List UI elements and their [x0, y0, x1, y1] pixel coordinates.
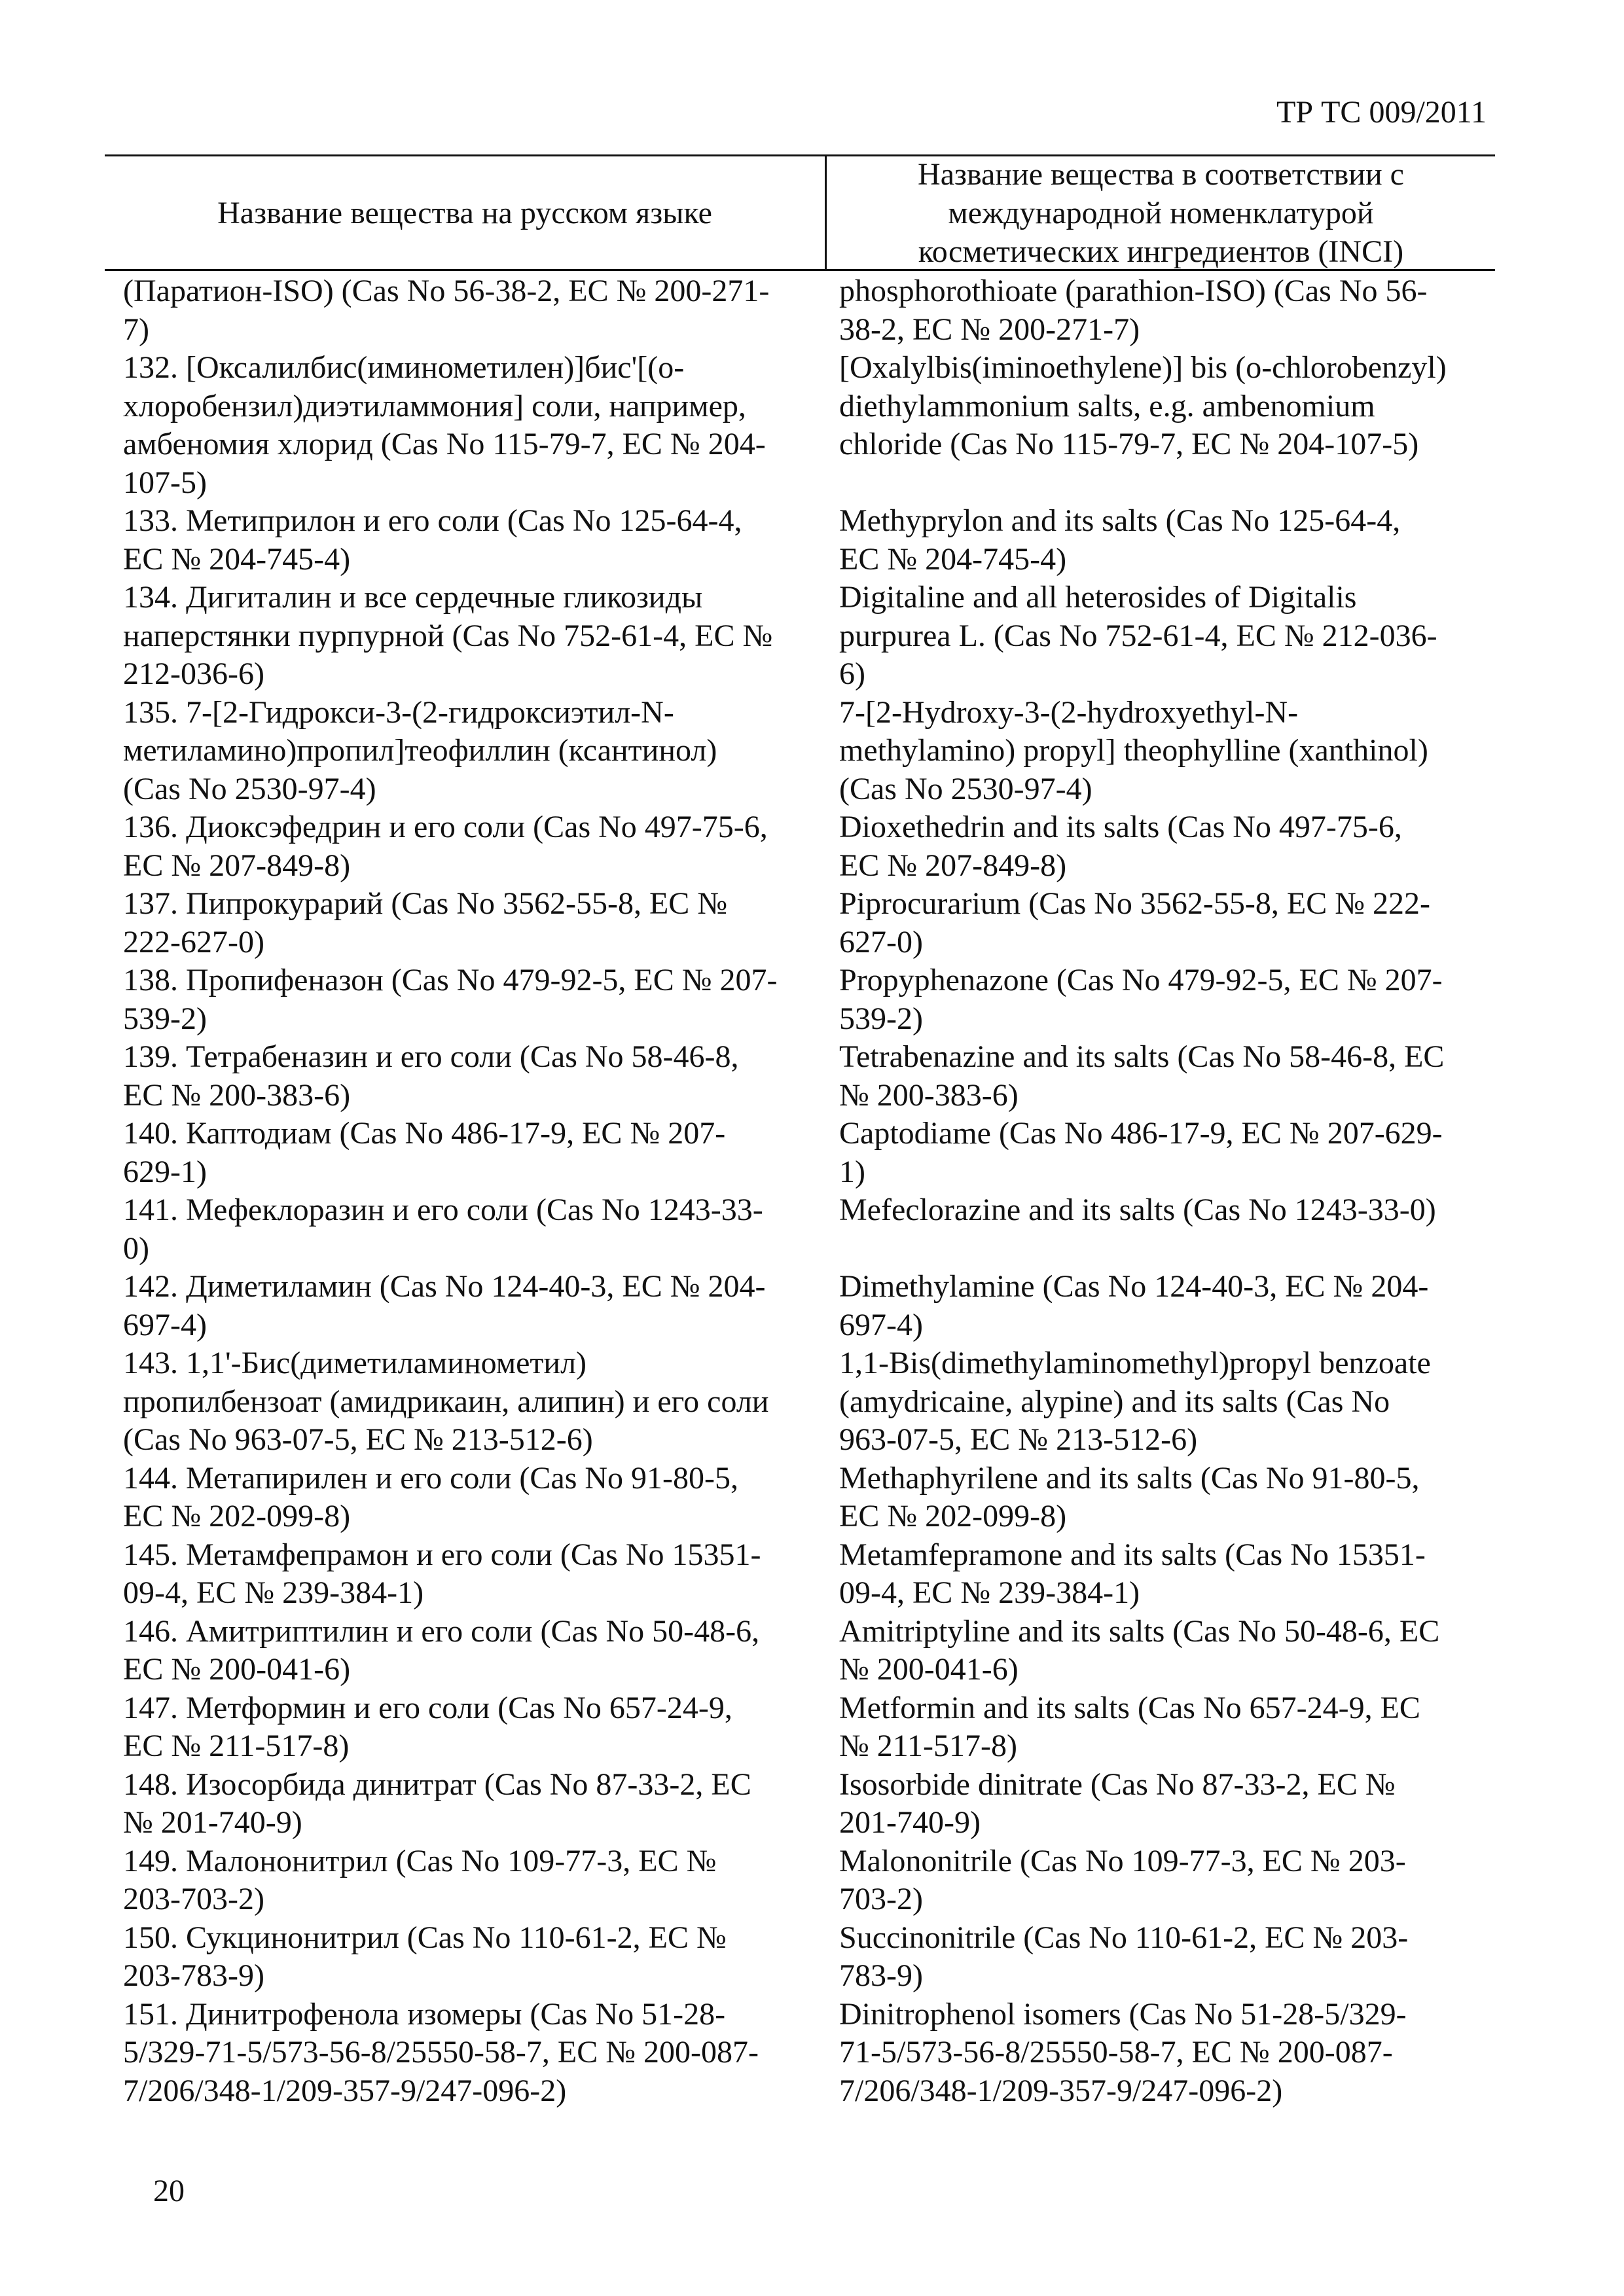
cell-inci-name: Digitaline and all heterosides of Digitalis purpurea L. (Cas No 752-61-4, EC № 212-036- 6): [839, 580, 1437, 691]
table-row: [105, 1460, 1495, 1536]
column-header-inci: [827, 156, 1495, 269]
column-header-russian: Название вещества на русском языке: [105, 156, 827, 269]
cell-inci-name: Methyprylon and its salts (Cas No 125-64-4, EC № 204-745-4): [839, 503, 1401, 577]
table-row: [105, 961, 1495, 1038]
cell-russian-name: 140. Каптодиам (Cas No 486-17-9, ЕС № 207- 629-1): [123, 1116, 726, 1189]
table-row: [105, 1766, 1495, 1842]
cell-inci-name: Propyphenazone (Cas No 479-92-5, EC № 207- 539-2): [839, 963, 1443, 1036]
cell-russian-name: 147. Метформин и его соли (Cas No 657-24-9, ЕС № 211-517-8): [123, 1690, 732, 1763]
cell-russian-name: 145. Метамфепрамон и его соли (Cas No 15351- 09-4, ЕС № 239-384-1): [123, 1537, 761, 1610]
cell-inci-name: Metamfepramone and its salts (Cas No 15351- 09-4, EC № 239-384-1): [839, 1537, 1426, 1610]
table-row: [105, 1268, 1495, 1344]
cell-russian-name: 134. Дигиталин и все сердечные гликозиды наперстянки пурпурной (Cas No 752-61-4, ЕС № 212-036-6): [123, 580, 773, 691]
table-row: [105, 1344, 1495, 1460]
cell-russian-name: 143. 1,1'-Бис(диметиламинометил) пропилбензоат (амидрикаин, алипин) и его соли (Cas No 963-07-5, ЕС № 213-512-6): [123, 1346, 769, 1457]
cell-russian-name: 139. Тетрабеназин и его соли (Cas No 58-46-8, ЕС № 200-383-6): [123, 1039, 739, 1113]
cell-inci-name: Dioxethedrin and its salts (Cas No 497-75-6, EC № 207-849-8): [839, 810, 1402, 883]
cell-inci-name: [Oxalylbis(iminoethylene)] bis (o-chlorobenzyl) diethylammonium salts, e.g. ambenomium chloride (Cas No 115-79-7, EC № 204-107-5): [839, 350, 1447, 461]
cell-inci-name: Metformin and its salts (Cas No 657-24-9, EC № 211-517-8): [839, 1690, 1420, 1763]
cell-inci-name: Mefeclorazine and its salts (Cas No 1243-33-0): [839, 1193, 1436, 1227]
table-row: [105, 885, 1495, 961]
table-header-row: [105, 154, 1495, 271]
table-row: [105, 1689, 1495, 1766]
cell-inci-name: 1,1-Bis(dimethylaminomethyl)propyl benzoate (amydricaine, alypine) and its salts (Cas No 963-07-5, EC № 213-512-6): [839, 1346, 1431, 1457]
column-header-inci-text: Название вещества в соответствии с международной номенклатурой косметических ингредиентов (INCI): [918, 156, 1404, 269]
cell-russian-name: 133. Метиприлон и его соли (Cas No 125-64-4, ЕС № 204-745-4): [123, 503, 742, 577]
cell-russian-name: 146. Амитриптилин и его соли (Cas No 50-48-6, ЕС № 200-041-6): [123, 1613, 760, 1687]
cell-inci-name: Isosorbide dinitrate (Cas No 87-33-2, EC № 201-740-9): [839, 1767, 1396, 1840]
cell-russian-name: (Паратион-ISO) (Cas No 56-38-2, ЕС № 200-271- 7): [123, 274, 770, 347]
table-row: [105, 272, 1495, 349]
table-row: [105, 1536, 1495, 1613]
table-row: [105, 502, 1495, 579]
cell-russian-name: 150. Сукцинонитрил (Cas No 110-61-2, ЕС № 203-783-9): [123, 1920, 727, 1993]
table-row: [105, 1038, 1495, 1115]
document-code: ТР ТС 009/2011: [1276, 95, 1487, 130]
cell-russian-name: 136. Диоксэфедрин и его соли (Cas No 497-75-6, ЕС № 207-849-8): [123, 810, 768, 883]
cell-inci-name: 7-[2-Hydroxy-3-(2-hydroxyethyl-N- methylamino) propyl] theophylline (xanthinol) (Cas No 2530-97-4): [839, 694, 1428, 806]
substances-table: [105, 154, 1495, 2110]
cell-russian-name: 142. Диметиламин (Cas No 124-40-3, ЕС № 204- 697-4): [123, 1269, 766, 1342]
cell-inci-name: Methaphyrilene and its salts (Cas No 91-80-5, EC № 202-099-8): [839, 1460, 1420, 1534]
table-row: [105, 1115, 1495, 1191]
table-row: [105, 579, 1495, 694]
cell-inci-name: Piprocurarium (Cas No 3562-55-8, EC № 222- 627-0): [839, 886, 1430, 960]
page-number: 20: [153, 2174, 185, 2208]
cell-russian-name: 138. Пропифеназон (Cas No 479-92-5, ЕС № 207- 539-2): [123, 963, 778, 1036]
cell-russian-name: 132. [Оксалилбис(иминометилен)]бис'[(о- хлоробензил)диэтиламмония] соли, например, амбеномия хлорид (Cas No 115-79-7, ЕС № 204- 107-5): [123, 350, 766, 500]
table-row: [105, 808, 1495, 885]
cell-russian-name: 151. Динитрофенола изомеры (Cas No 51-28- 5/329-71-5/573-56-8/25550-58-7, ЕС № 200-087- 7/206/348-1/209-357-9/247-096-2): [123, 1996, 759, 2108]
cell-russian-name: 137. Пипрокурарий (Cas No 3562-55-8, ЕС № 222-627-0): [123, 886, 728, 960]
table-row: [105, 1996, 1495, 2111]
table-row: [105, 349, 1495, 502]
cell-inci-name: Dimethylamine (Cas No 124-40-3, EC № 204- 697-4): [839, 1269, 1429, 1342]
cell-inci-name: Amitriptyline and its salts (Cas No 50-48-6, EC № 200-041-6): [839, 1613, 1440, 1687]
table-row: [105, 1191, 1495, 1268]
cell-russian-name: 141. Мефеклоразин и его соли (Cas No 1243-33- 0): [123, 1193, 763, 1266]
table-row: [105, 1613, 1495, 1689]
table-row: [105, 694, 1495, 809]
cell-russian-name: 135. 7-[2-Гидрокси-3-(2-гидроксиэтил-N- метиламино)пропил]теофиллин (ксантинол) (Cas No 2530-97-4): [123, 694, 717, 806]
table-row: [105, 1842, 1495, 1919]
cell-russian-name: 148. Изосорбида динитрат (Cas No 87-33-2, ЕС № 201-740-9): [123, 1767, 751, 1840]
table-body: [105, 271, 1495, 2110]
cell-inci-name: Dinitrophenol isomers (Cas No 51-28-5/329- 71-5/573-56-8/25550-58-7, EC № 200-087- 7/206/348-1/209-357-9/247-096-2): [839, 1996, 1407, 2108]
table-row: [105, 1919, 1495, 1996]
cell-russian-name: 144. Метапирилен и его соли (Cas No 91-80-5, ЕС № 202-099-8): [123, 1460, 739, 1534]
cell-inci-name: Tetrabenazine and its salts (Cas No 58-46-8, EC № 200-383-6): [839, 1039, 1445, 1113]
cell-inci-name: Captodiame (Cas No 486-17-9, EC № 207-629- 1): [839, 1116, 1443, 1189]
cell-russian-name: 149. Малононитрил (Cas No 109-77-3, ЕС № 203-703-2): [123, 1843, 717, 1916]
cell-inci-name: phosphorothioate (parathion-ISO) (Cas No 56- 38-2, EC № 200-271-7): [839, 274, 1428, 347]
cell-inci-name: Malononitrile (Cas No 109-77-3, EC № 203- 703-2): [839, 1843, 1406, 1916]
cell-inci-name: Succinonitrile (Cas No 110-61-2, EC № 203- 783-9): [839, 1920, 1409, 1993]
